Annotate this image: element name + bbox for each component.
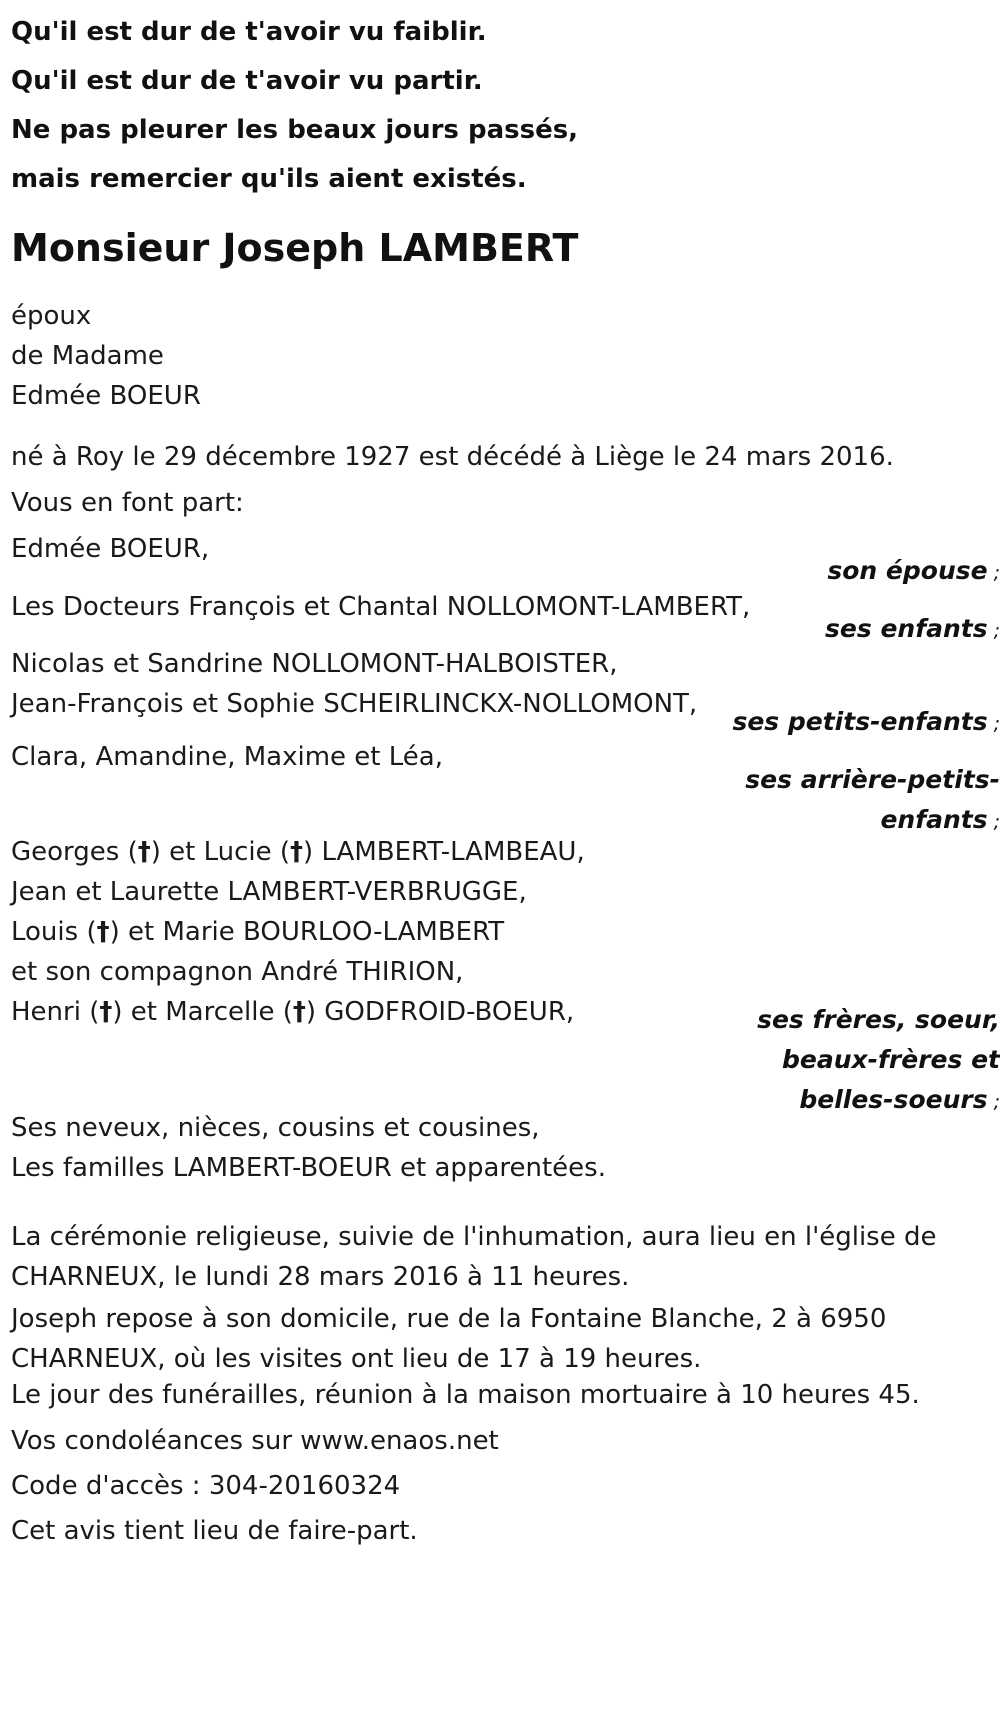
text-segment: ) LAMBERT-LAMBEAU, (303, 837, 585, 867)
family-line (11, 912, 585, 952)
text-segment: ) GODFROID-BOEUR, (305, 997, 575, 1027)
relation-siblings (700, 1000, 1000, 1122)
relation-text: ses arrière-petits- (745, 765, 1000, 794)
family-line: Jean-François et Sophie SCHEIRLINCKX-NOLLOMONT, (11, 689, 698, 719)
relation-spouse (700, 551, 1000, 593)
funeral-day: Le jour des funérailles, réunion à la maison mortuaire à 10 heures 45. (11, 1380, 920, 1410)
relation-text: ses frères, soeur, (757, 1005, 1000, 1034)
relation-great-grandchildren (700, 760, 1000, 842)
text-segment: ) et Lucie ( (150, 837, 291, 867)
ceremony-line: La cérémonie religieuse, suivie de l'inhumation, aura lieu en l'église de (11, 1222, 937, 1252)
cross-icon: † (290, 837, 304, 867)
cross-icon: † (137, 837, 151, 867)
family-siblings (11, 832, 585, 1032)
text-segment: Henri ( (11, 997, 100, 1027)
family-line: et son compagnon André THIRION, (11, 957, 464, 987)
semicolon: ; (993, 713, 1000, 735)
cross-icon: † (96, 917, 110, 947)
text-segment: Georges ( (11, 837, 138, 867)
relation-grandchildren (700, 702, 1000, 744)
family-children: Les Docteurs François et Chantal NOLLOMONT-LAMBERT, (11, 592, 751, 622)
text-segment: ) et Marcelle ( (112, 997, 293, 1027)
family-line: Jean et Laurette LAMBERT-VERBRUGGE, (11, 877, 527, 907)
relation-text: belles-soeurs (799, 1085, 988, 1114)
relation-children (700, 609, 1000, 651)
condolences: Vos condoléances sur www.enaos.net (11, 1426, 499, 1456)
family-line (11, 832, 585, 872)
rest-line: CHARNEUX, où les visites ont lieu de 17 à 19 heures. (11, 1344, 702, 1374)
birth-death: né à Roy le 29 décembre 1927 est décédé à Liège le 24 mars 2016. (11, 442, 894, 472)
semicolon: ; (993, 811, 1000, 833)
announce: Vous en font part: (11, 488, 244, 518)
family-others (11, 1108, 606, 1188)
family-line: Ses neveux, nièces, cousins et cousines, (11, 1113, 540, 1143)
rest-info (11, 1299, 886, 1379)
notice: Cet avis tient lieu de faire-part. (11, 1516, 418, 1546)
rest-line: Joseph repose à son domicile, rue de la Fontaine Blanche, 2 à 6950 (11, 1304, 887, 1334)
spouse-of (11, 296, 201, 416)
family-line: Nicolas et Sandrine NOLLOMONT-HALBOISTER, (11, 649, 618, 679)
relation-text: ses enfants (825, 614, 988, 643)
poem-line: mais remercier qu'ils aient existés. (11, 164, 527, 194)
spouse-line: de Madame (11, 341, 164, 371)
text-segment: ) et Marie BOURLOO-LAMBERT (109, 917, 505, 947)
deceased-name: Monsieur Joseph LAMBERT (11, 226, 579, 270)
family-line (11, 992, 585, 1032)
semicolon: ; (993, 620, 1000, 642)
cross-icon: † (292, 997, 306, 1027)
relation-text: beaux-frères et (782, 1045, 1000, 1074)
spouse-line: époux (11, 301, 92, 331)
family-line: Les familles LAMBERT-BOEUR et apparentées. (11, 1153, 606, 1183)
poem (11, 8, 578, 204)
access-code: Code d'accès : 304-20160324 (11, 1471, 401, 1501)
poem-line: Qu'il est dur de t'avoir vu faiblir. (11, 17, 487, 47)
relation-text: ses petits-enfants (732, 707, 988, 736)
family-great-grandchildren: Clara, Amandine, Maxime et Léa, (11, 742, 443, 772)
poem-line: Qu'il est dur de t'avoir vu partir. (11, 66, 483, 96)
ceremony (11, 1217, 936, 1297)
relation-text: son épouse (827, 556, 988, 585)
poem-line: Ne pas pleurer les beaux jours passés, (11, 115, 579, 145)
semicolon: ; (993, 1091, 1000, 1113)
family-grandchildren (11, 644, 697, 724)
ceremony-line: CHARNEUX, le lundi 28 mars 2016 à 11 heures. (11, 1262, 630, 1292)
spouse-line: Edmée BOEUR (11, 381, 201, 411)
family-spouse: Edmée BOEUR, (11, 534, 210, 564)
semicolon: ; (993, 562, 1000, 584)
text-segment: Louis ( (11, 917, 97, 947)
relation-text: enfants (880, 805, 988, 834)
cross-icon: † (99, 997, 113, 1027)
